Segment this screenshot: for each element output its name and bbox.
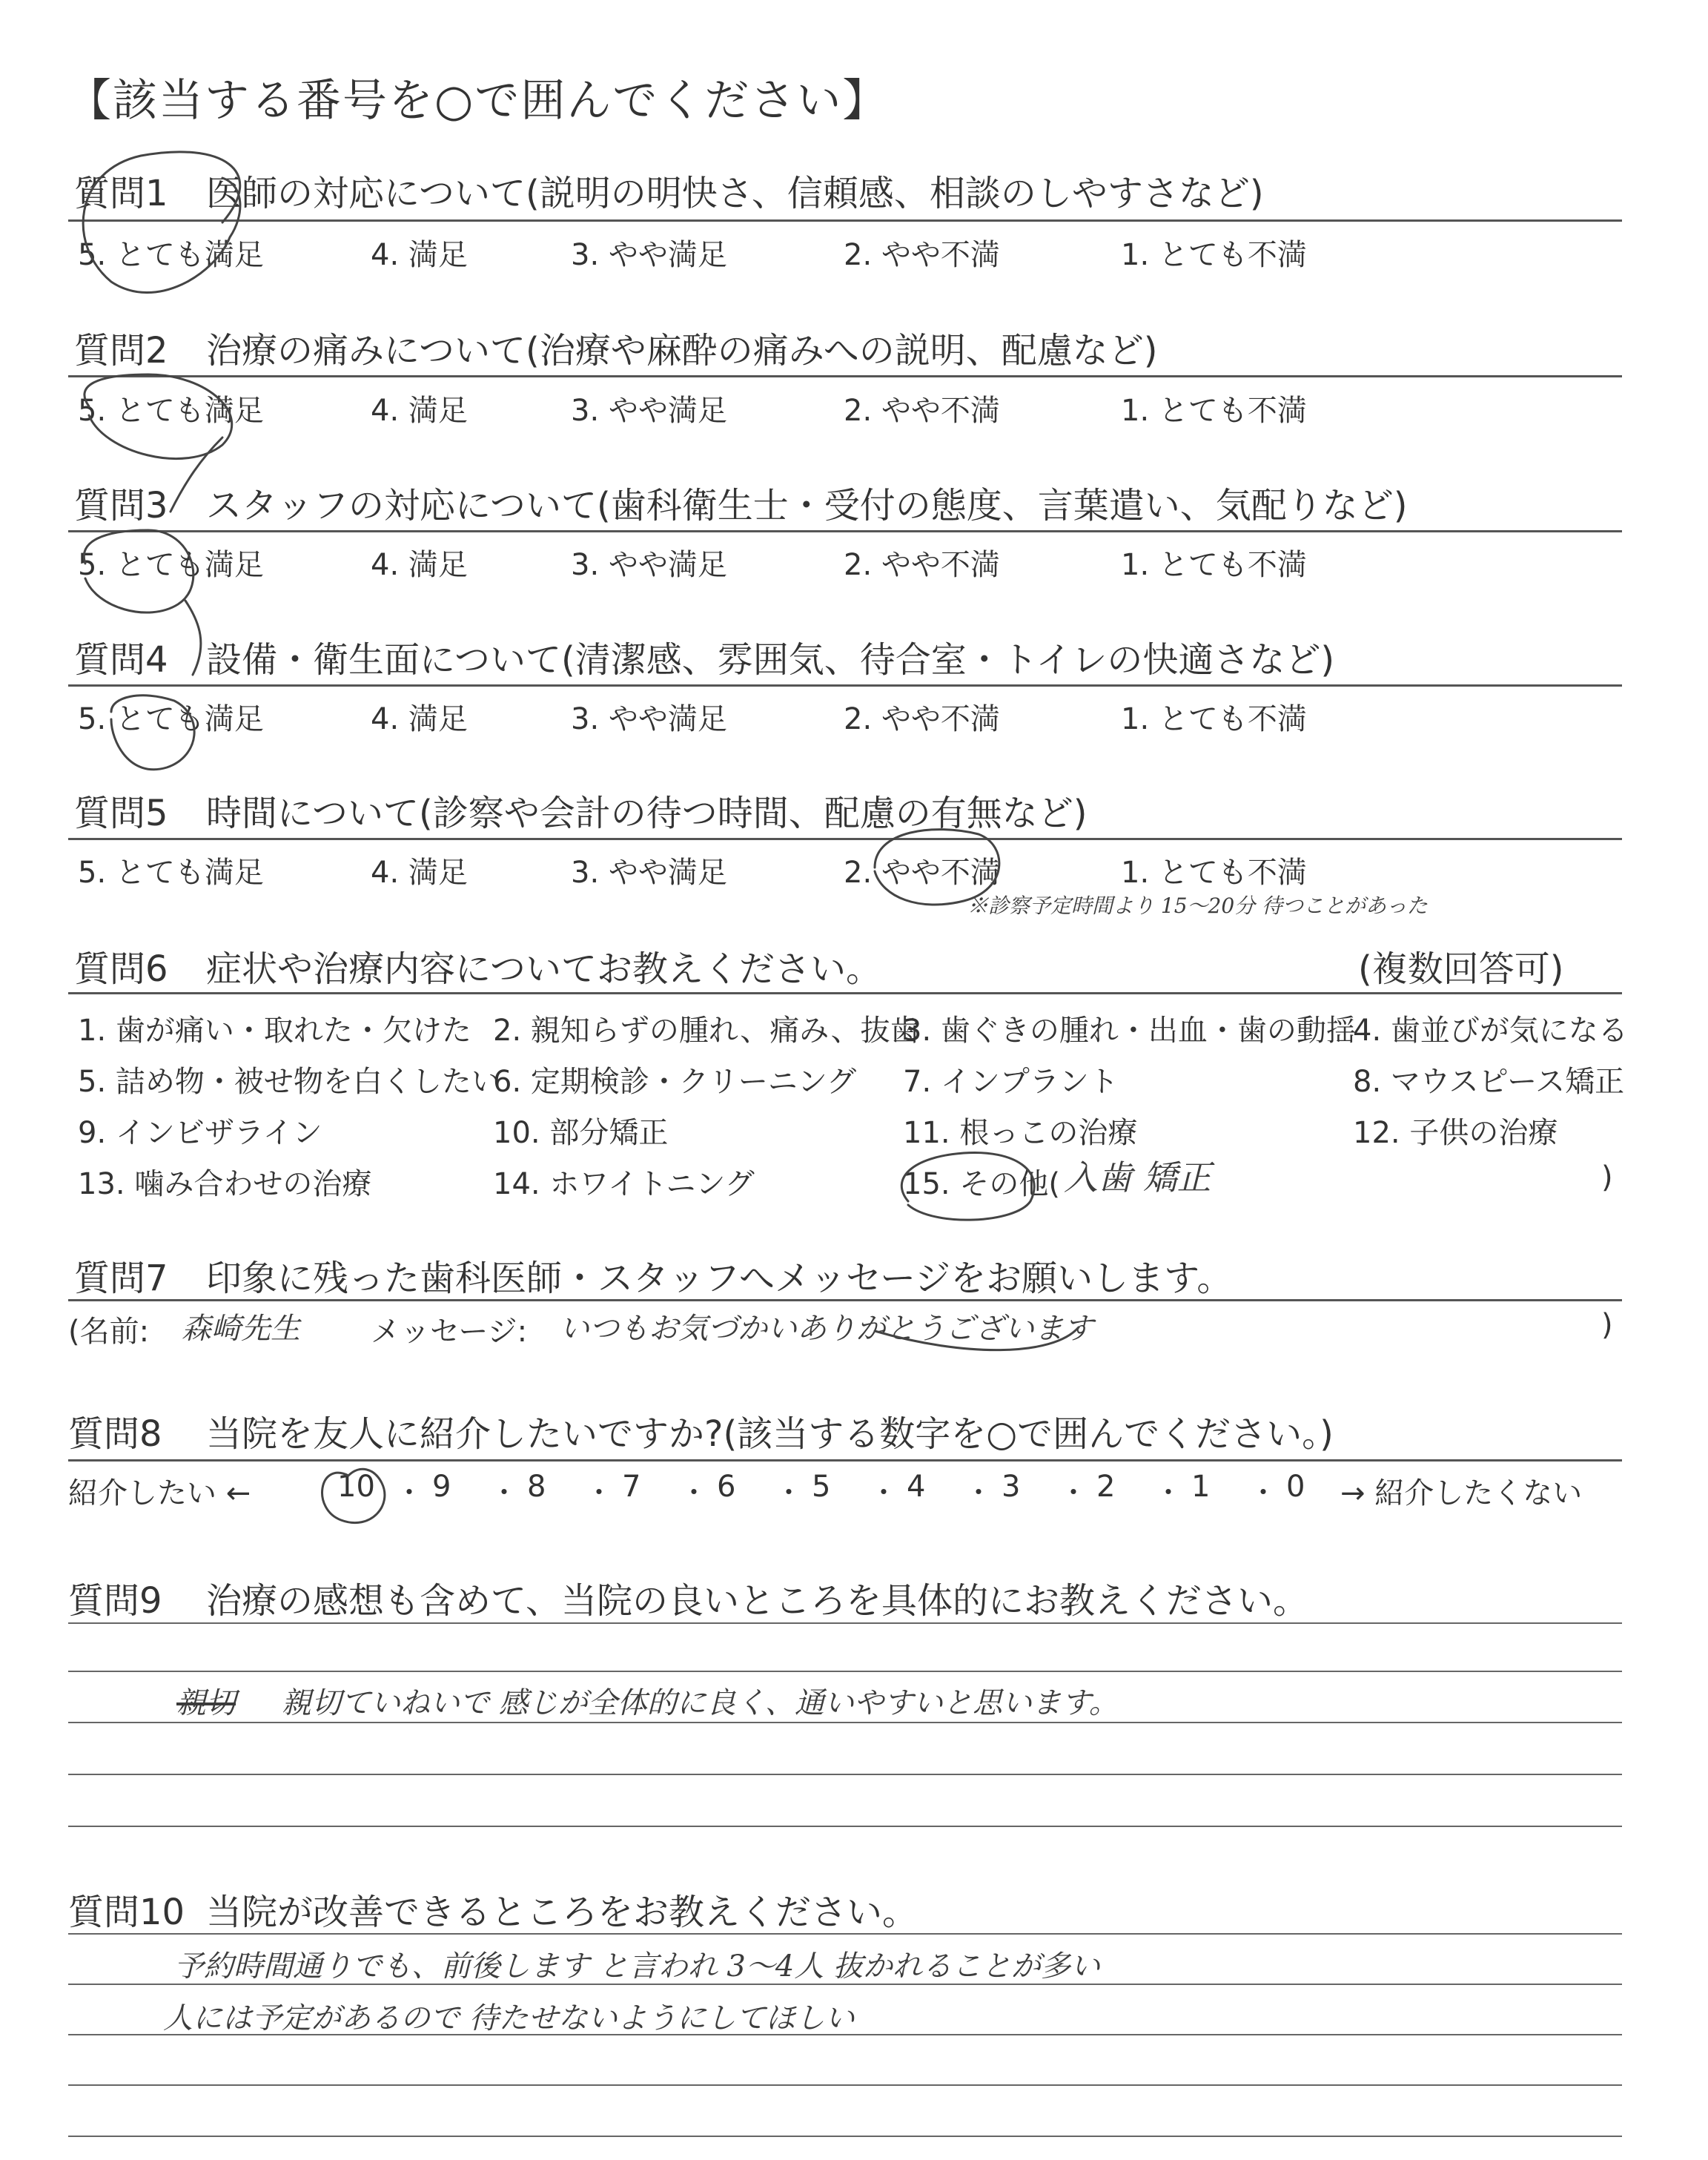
q8-title: 当院を友人に紹介したいですか?(該当する数字を○で囲んでください。) <box>206 1413 1334 1455</box>
q6-title: 症状や治療内容についてお教えください。 <box>206 948 882 990</box>
q7-message-label: メッセージ: <box>371 1315 528 1349</box>
q9-answer-line1[interactable]: 親切ていねいで 感じが全体的に良く、通いやすいと思います。 <box>282 1686 1119 1720</box>
q8-scale-2[interactable]: 2 <box>1096 1470 1116 1504</box>
q10-label: 質問10 <box>68 1892 185 1933</box>
q7-close-paren: ) <box>1601 1308 1613 1342</box>
q3-q4-connector <box>185 601 201 675</box>
q4-opt-2[interactable]: 2. やや不満 <box>844 702 1000 736</box>
q9-line-4 <box>68 1774 1622 1775</box>
q6-item-8[interactable]: 8. マウスピース矯正 <box>1353 1065 1625 1099</box>
q1-title: 医師の対応について(説明の明快さ、信頼感、相談のしやすさなど) <box>206 173 1264 214</box>
q6-item-1[interactable]: 1. 歯が痛い・取れた・欠けた <box>78 1014 471 1048</box>
q6-other-handwritten: 入歯 矯正 <box>1064 1157 1211 1198</box>
q6-item-11[interactable]: 11. 根っこの治療 <box>903 1116 1138 1150</box>
q10-answer-line1[interactable]: 予約時間通りでも、前後します と言われ 3〜4人 抜かれることが多い <box>174 1949 1101 1984</box>
q9-line-3 <box>68 1722 1622 1723</box>
q6-item-12[interactable]: 12. 子供の治療 <box>1353 1116 1558 1150</box>
q2-title: 治療の痛みについて(治療や麻酔の痛みへの説明、配慮など) <box>206 330 1158 371</box>
q9-label: 質問9 <box>68 1580 162 1622</box>
q6-item-3[interactable]: 3. 歯ぐきの腫れ・出血・歯の動揺 <box>903 1014 1356 1048</box>
q1-rule <box>68 219 1622 222</box>
q8-scale-separator: ・ <box>1154 1476 1183 1509</box>
q6-item-15[interactable]: 15. その他( <box>903 1167 1060 1201</box>
q8-scale-separator: ・ <box>775 1476 804 1509</box>
q6-item-9[interactable]: 9. インビザライン <box>78 1116 322 1150</box>
q5-opt-4[interactable]: 4. 満足 <box>371 856 468 890</box>
q2-label: 質問2 <box>74 330 168 371</box>
q6-item-13[interactable]: 13. 噛み合わせの治療 <box>78 1167 372 1201</box>
q9-line-2 <box>68 1671 1622 1672</box>
q8-scale-separator: ・ <box>964 1476 993 1509</box>
q6-item-4[interactable]: 4. 歯並びが気になる <box>1353 1014 1628 1048</box>
q2-opt-1[interactable]: 1. とても不満 <box>1121 394 1307 428</box>
q4-opt-5[interactable]: 5. とても満足 <box>78 702 264 736</box>
q6-item-10[interactable]: 10. 部分矯正 <box>493 1116 669 1150</box>
q10-line-1 <box>68 1933 1622 1935</box>
q5-opt-1[interactable]: 1. とても不満 <box>1121 856 1307 890</box>
q8-left-label: 紹介したい ← <box>68 1476 251 1510</box>
q8-scale-0[interactable]: 0 <box>1286 1470 1305 1504</box>
q1-opt-5[interactable]: 5. とても満足 <box>78 238 264 272</box>
q6-item-6[interactable]: 6. 定期検診・クリーニング <box>493 1065 857 1099</box>
q4-title: 設備・衛生面について(清潔感、雰囲気、待合室・トイレの快適さなど) <box>206 639 1335 681</box>
q2-opt-5[interactable]: 5. とても満足 <box>78 394 264 428</box>
q3-label: 質問3 <box>74 485 168 526</box>
q5-handwritten-note: ※診察予定時間より 15〜20分 待つことがあった <box>967 894 1428 918</box>
q2-rule <box>68 375 1622 377</box>
q3-rule <box>68 530 1622 532</box>
q8-scale-separator: ・ <box>490 1476 519 1509</box>
q6-multi-note: (複数回答可) <box>1358 948 1564 990</box>
q6-rule <box>68 992 1622 994</box>
q3-opt-1[interactable]: 1. とても不満 <box>1121 548 1307 582</box>
q10-answer-line2[interactable]: 人には予定があるので 待たせないようにしてほしい <box>163 2001 855 2035</box>
q7-name-label: (名前: <box>68 1315 150 1349</box>
q10-line-5 <box>68 2136 1622 2137</box>
q5-opt-5[interactable]: 5. とても満足 <box>78 856 264 890</box>
q6-label: 質問6 <box>74 948 168 990</box>
q3-opt-2[interactable]: 2. やや不満 <box>844 548 1000 582</box>
q4-rule <box>68 684 1622 687</box>
q9-line-1 <box>68 1622 1622 1624</box>
q7-title: 印象に残った歯科医師・スタッフへメッセージをお願いします。 <box>206 1258 1233 1299</box>
q8-right-label: → 紹介したくない <box>1340 1476 1583 1510</box>
q8-scale-separator: ・ <box>395 1476 424 1509</box>
q8-scale-1[interactable]: 1 <box>1191 1470 1211 1504</box>
q4-opt-3[interactable]: 3. やや満足 <box>571 702 727 736</box>
q2-opt-2[interactable]: 2. やや不満 <box>844 394 1000 428</box>
q1-opt-4[interactable]: 4. 満足 <box>371 238 468 272</box>
q4-opt-4[interactable]: 4. 満足 <box>371 702 468 736</box>
q1-opt-3[interactable]: 3. やや満足 <box>571 238 727 272</box>
q9-struck-word: 親切 <box>176 1686 236 1720</box>
q7-message-value[interactable]: いつもお気づかいありがとうございます <box>560 1312 1093 1346</box>
q8-scale-6[interactable]: 6 <box>717 1470 736 1504</box>
q8-scale-7[interactable]: 7 <box>622 1470 641 1504</box>
q7-rule <box>68 1299 1622 1301</box>
q3-opt-5[interactable]: 5. とても満足 <box>78 548 264 582</box>
q8-scale-separator: ・ <box>1249 1476 1278 1509</box>
q10-title: 当院が改善できるところをお教えください。 <box>206 1892 918 1933</box>
q6-item-14[interactable]: 14. ホワイトニング <box>493 1167 755 1201</box>
q6-item-2[interactable]: 2. 親知らずの腫れ、痛み、抜歯 <box>493 1014 920 1048</box>
q1-label: 質問1 <box>74 173 168 214</box>
q8-scale-10[interactable]: 10 <box>337 1470 375 1504</box>
q6-item-5[interactable]: 5. 詰め物・被せ物を白くしたい <box>78 1065 501 1099</box>
q1-opt-1[interactable]: 1. とても不満 <box>1121 238 1307 272</box>
q5-title: 時間について(診察や会計の待つ時間、配慮の有無など) <box>206 793 1088 834</box>
q8-scale-9[interactable]: 9 <box>432 1470 451 1504</box>
q3-opt-3[interactable]: 3. やや満足 <box>571 548 727 582</box>
q5-label: 質問5 <box>74 793 168 834</box>
q7-label: 質問7 <box>74 1258 168 1299</box>
q6-other-close-paren: ) <box>1601 1160 1613 1195</box>
q8-rule <box>68 1459 1622 1462</box>
q8-scale-5[interactable]: 5 <box>812 1470 831 1504</box>
q4-opt-1[interactable]: 1. とても不満 <box>1121 702 1307 736</box>
q8-scale-separator: ・ <box>870 1476 898 1509</box>
q1-opt-2[interactable]: 2. やや不満 <box>844 238 1000 272</box>
q8-scale-separator: ・ <box>585 1476 614 1509</box>
q2-opt-4[interactable]: 4. 満足 <box>371 394 468 428</box>
q6-item-7[interactable]: 7. インプラント <box>903 1065 1119 1099</box>
q8-scale-4[interactable]: 4 <box>907 1470 926 1504</box>
q8-label: 質問8 <box>68 1413 162 1455</box>
q3-opt-4[interactable]: 4. 満足 <box>371 548 468 582</box>
q8-scale-separator: ・ <box>680 1476 709 1509</box>
q5-opt-2[interactable]: 2. やや不満 <box>844 856 1000 890</box>
q4-label: 質問4 <box>74 639 168 681</box>
q2-opt-3[interactable]: 3. やや満足 <box>571 394 727 428</box>
q9-title: 治療の感想も含めて、当院の良いところを具体的にお教えください。 <box>206 1580 1309 1622</box>
q3-title: スタッフの対応について(歯科衛生士・受付の態度、言葉遣い、気配りなど) <box>206 485 1408 526</box>
q10-line-4 <box>68 2084 1622 2086</box>
q5-rule <box>68 838 1622 840</box>
form-header: 【該当する番号を○で囲んでください】 <box>67 75 889 127</box>
q8-scale-3[interactable]: 3 <box>1002 1470 1021 1504</box>
q9-line-5 <box>68 1826 1622 1827</box>
q7-name-value[interactable]: 森崎先生 <box>182 1312 300 1346</box>
q8-scale-separator: ・ <box>1059 1476 1088 1509</box>
q5-opt-3[interactable]: 3. やや満足 <box>571 856 727 890</box>
q8-scale-8[interactable]: 8 <box>527 1470 546 1504</box>
